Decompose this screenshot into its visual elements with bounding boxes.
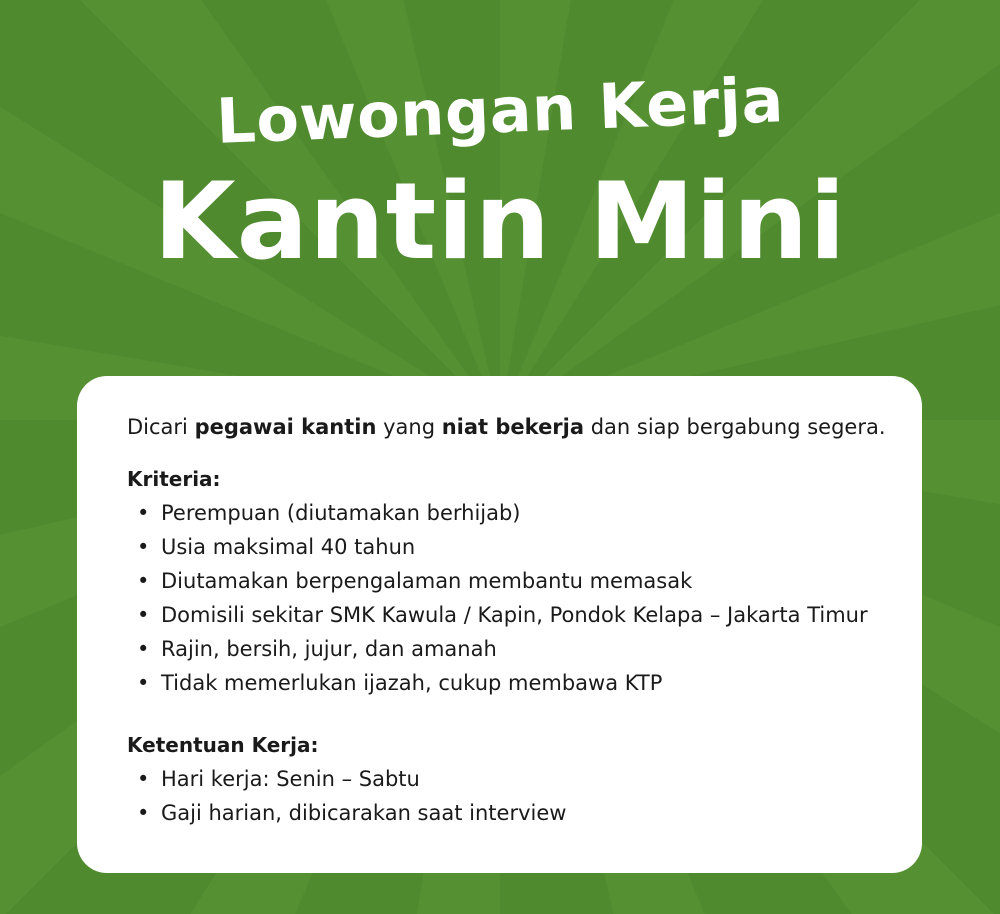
intro-part-2: yang	[376, 415, 442, 439]
terms-item-text: Hari kerja: Senin – Sabtu	[161, 767, 420, 791]
bullet-icon: •	[137, 569, 150, 593]
intro-bold-1: pegawai kantin	[194, 415, 377, 439]
criteria-item	[137, 564, 902, 598]
bullet-icon: •	[137, 603, 150, 627]
criteria-item	[137, 598, 902, 632]
title-kantin-mini: Kantin Mini	[153, 160, 847, 283]
criteria-item-text: Usia maksimal 40 tahun	[161, 535, 416, 559]
criteria-item	[137, 666, 902, 700]
criteria-heading: Kriteria:	[127, 467, 221, 491]
info-card	[77, 376, 922, 873]
intro-text	[127, 410, 902, 444]
criteria-item	[137, 632, 902, 666]
bullet-icon: •	[137, 671, 150, 695]
criteria-item	[137, 496, 902, 530]
terms-heading: Ketentuan Kerja:	[127, 733, 319, 757]
bullet-icon: •	[137, 501, 150, 525]
terms-list	[127, 762, 902, 830]
criteria-item	[137, 530, 902, 564]
bullet-icon: •	[137, 535, 150, 559]
terms-item	[137, 762, 902, 796]
section-spacer	[127, 700, 902, 728]
bullet-icon: •	[137, 801, 150, 825]
criteria-list	[127, 496, 902, 700]
intro-part-3: dan siap bergabung segera.	[584, 415, 886, 439]
criteria-item-text: Tidak memerlukan ijazah, cukup membawa KTP	[161, 671, 663, 695]
bullet-icon: •	[137, 767, 150, 791]
criteria-item-text: Rajin, bersih, jujur, dan amanah	[161, 637, 497, 661]
terms-item-text: Gaji harian, dibicarakan saat interview	[161, 801, 567, 825]
criteria-item-text: Perempuan (diutamakan berhijab)	[161, 501, 521, 525]
criteria-item-text: Domisili sekitar SMK Kawula / Kapin, Pondok Kelapa – Jakarta Timur	[161, 603, 868, 627]
title-lowongan-kerja: Lowongan Kerja	[214, 63, 786, 158]
terms-item	[137, 796, 902, 830]
intro-bold-2: niat bekerja	[441, 415, 585, 439]
intro-part-1: Dicari	[127, 415, 195, 439]
bullet-icon: •	[137, 637, 150, 661]
criteria-item-text: Diutamakan berpengalaman membantu memasak	[161, 569, 693, 593]
